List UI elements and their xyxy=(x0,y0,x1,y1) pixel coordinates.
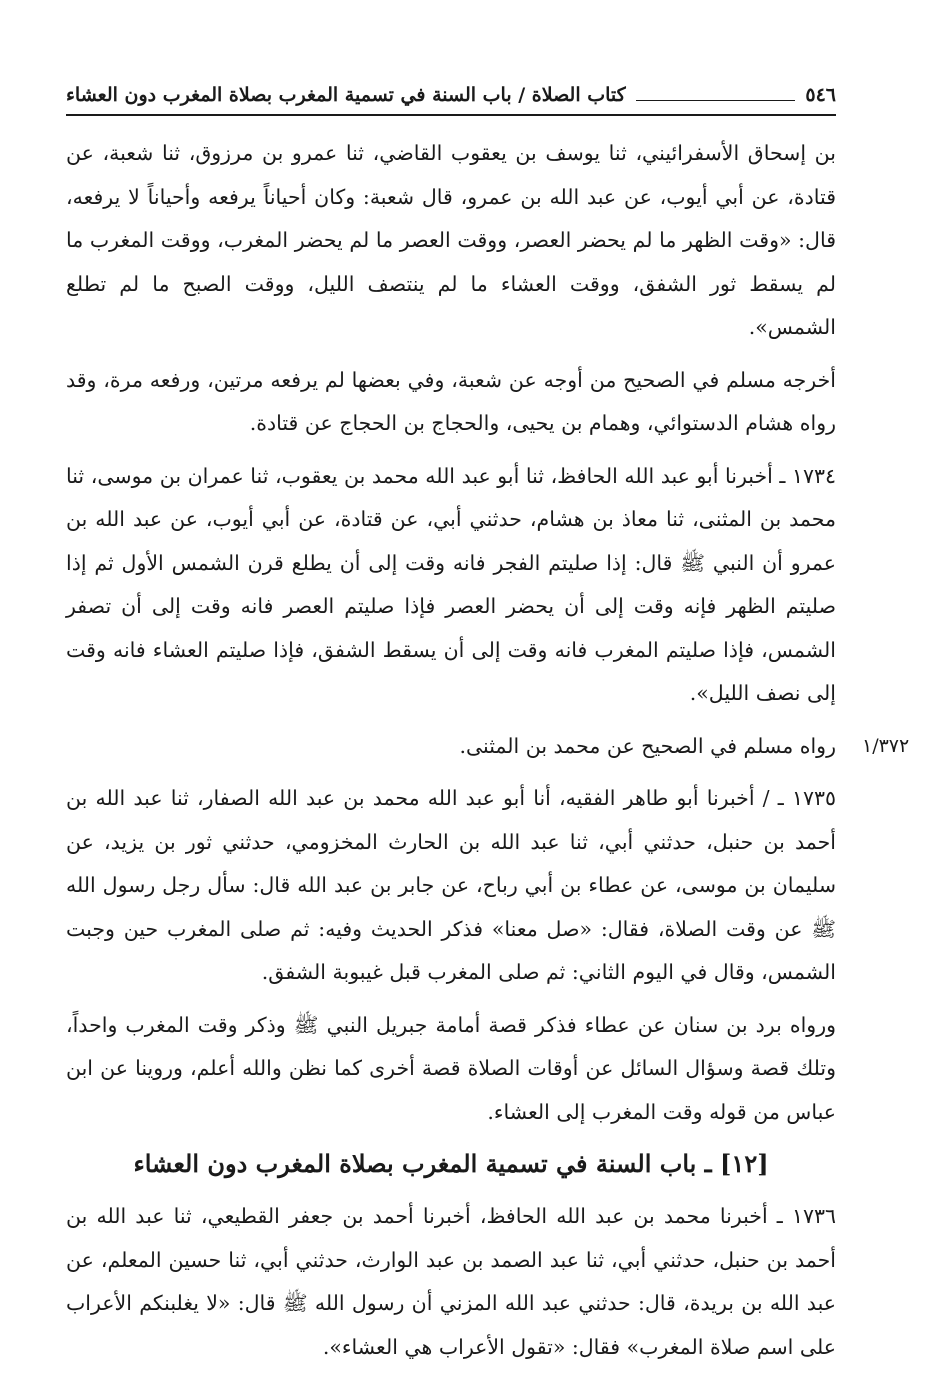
header-divider xyxy=(66,114,836,116)
paragraph: ورواه برد بن سنان عن عطاء فذكر قصة أمامة جبريل النبي ﷺ وذكر وقت المغرب واحداً، وتلك قصة وسؤال السائل عن أوقات الصلاة قصة أخرى كما نظن والله أعلم، وروينا عن ابن عباس من قوله وقت المغرب إلى العشاء. xyxy=(66,1012,836,1124)
paragraph: ١٧٣٦ ـ أخبرنا محمد بن عبد الله الحافظ، أخبرنا أحمد بن جعفر القطيعي، ثنا عبد الله بن أحمد بن حنبل، حدثني أبي، ثنا عبد الصمد بن عبد الوارث، حدثني أبي، ثنا حسين المعلم، عن عبد الله بن بريدة، قال: حدثني عبد الله المزني أن رسول الله ﷺ قال: «لا يغلبنكم الأعراب على اسم صلاة المغرب» فقال: «تقول الأعراب هي العشاء». xyxy=(66,1204,836,1359)
page-header xyxy=(66,78,836,112)
page-number: ٥٤٦ xyxy=(805,84,836,106)
page-body xyxy=(66,132,836,1378)
running-title: كتاب الصلاة / باب السنة في تسمية المغرب بصلاة المغرب دون العشاء xyxy=(66,84,626,106)
section-heading: [١٢] ـ باب السنة في تسمية المغرب بصلاة المغرب دون العشاء xyxy=(133,1149,769,1178)
paragraph: ١٧٣٤ ـ أخبرنا أبو عبد الله الحافظ، ثنا أبو عبد الله محمد بن يعقوب، ثنا عمران بن موسى، ثنا محمد بن المثنى، ثنا معاذ بن هشام، حدثني أبي، عن قتادة، عن أبي أيوب، عن عبد الله بن عمرو أن النبي ﷺ قال: إذا صليتم الفجر فانه وقت إلى أن يطلع قرن الشمس الأول ثم إذا صليتم الظهر فإنه وقت إلى أن يحضر العصر فإذا صليتم العصر فانه وقت إلى أن تصفر الشمس، فإذا صليتم المغرب فانه وقت إلى أن يسقط الشفق، فإذا صليتم العشاء فانه وقت إلى نصف الليل». xyxy=(66,463,836,705)
paragraph: بن إسحاق الأسفرائيني، ثنا يوسف بن يعقوب القاضي، ثنا عمرو بن مرزوق، ثنا شعبة، عن قتادة، عن أبي أيوب، عن عبد الله بن عمرو، قال شعبة: وكان أحياناً يرفعه وأحياناً لا يرفعه، قال: «وقت الظهر ما لم يحضر العصر، ووقت العصر ما لم يحضر المغرب، ووقت المغرب ما لم يسقط ثور الشفق، ووقت العشاء ما لم ينتصف الليل، ووقت الصبح ما لم تطلع الشمس». xyxy=(66,141,836,339)
margin-reference: ١/٣٧٢ xyxy=(862,735,910,757)
paragraph: أخرجه مسلم في الصحيح من أوجه عن شعبة، وفي بعضها لم يرفعه مرتين، ورفعه مرة، وقد رواه هشام الدستوائي، وهمام بن يحيى، والحجاج بن الحجاج عن قتادة. xyxy=(66,367,836,435)
header-rule xyxy=(636,90,796,101)
paragraph: ١٧٣٥ ـ / أخبرنا أبو طاهر الفقيه، أنا أبو عبد الله محمد بن عبد الله الصفار، ثنا عبد الله بن أحمد بن حنبل، حدثني أبي، ثنا عبد الله بن الحارث المخزومي، حدثني ثور بن يزيد، عن سليمان بن موسى، عن عطاء بن أبي رباح، عن جابر بن عبد الله قال: سأل رجل رسول الله ﷺ عن وقت الصلاة، فقال: «صل معنا» فذكر الحديث وفيه: ثم صلى المغرب حين وجبت الشمس، وقال في اليوم الثاني: ثم صلى المغرب قبل غيبوبة الشفق. xyxy=(66,786,836,984)
paragraph: رواه مسلم في الصحيح عن محمد بن المثنى. xyxy=(459,733,836,758)
